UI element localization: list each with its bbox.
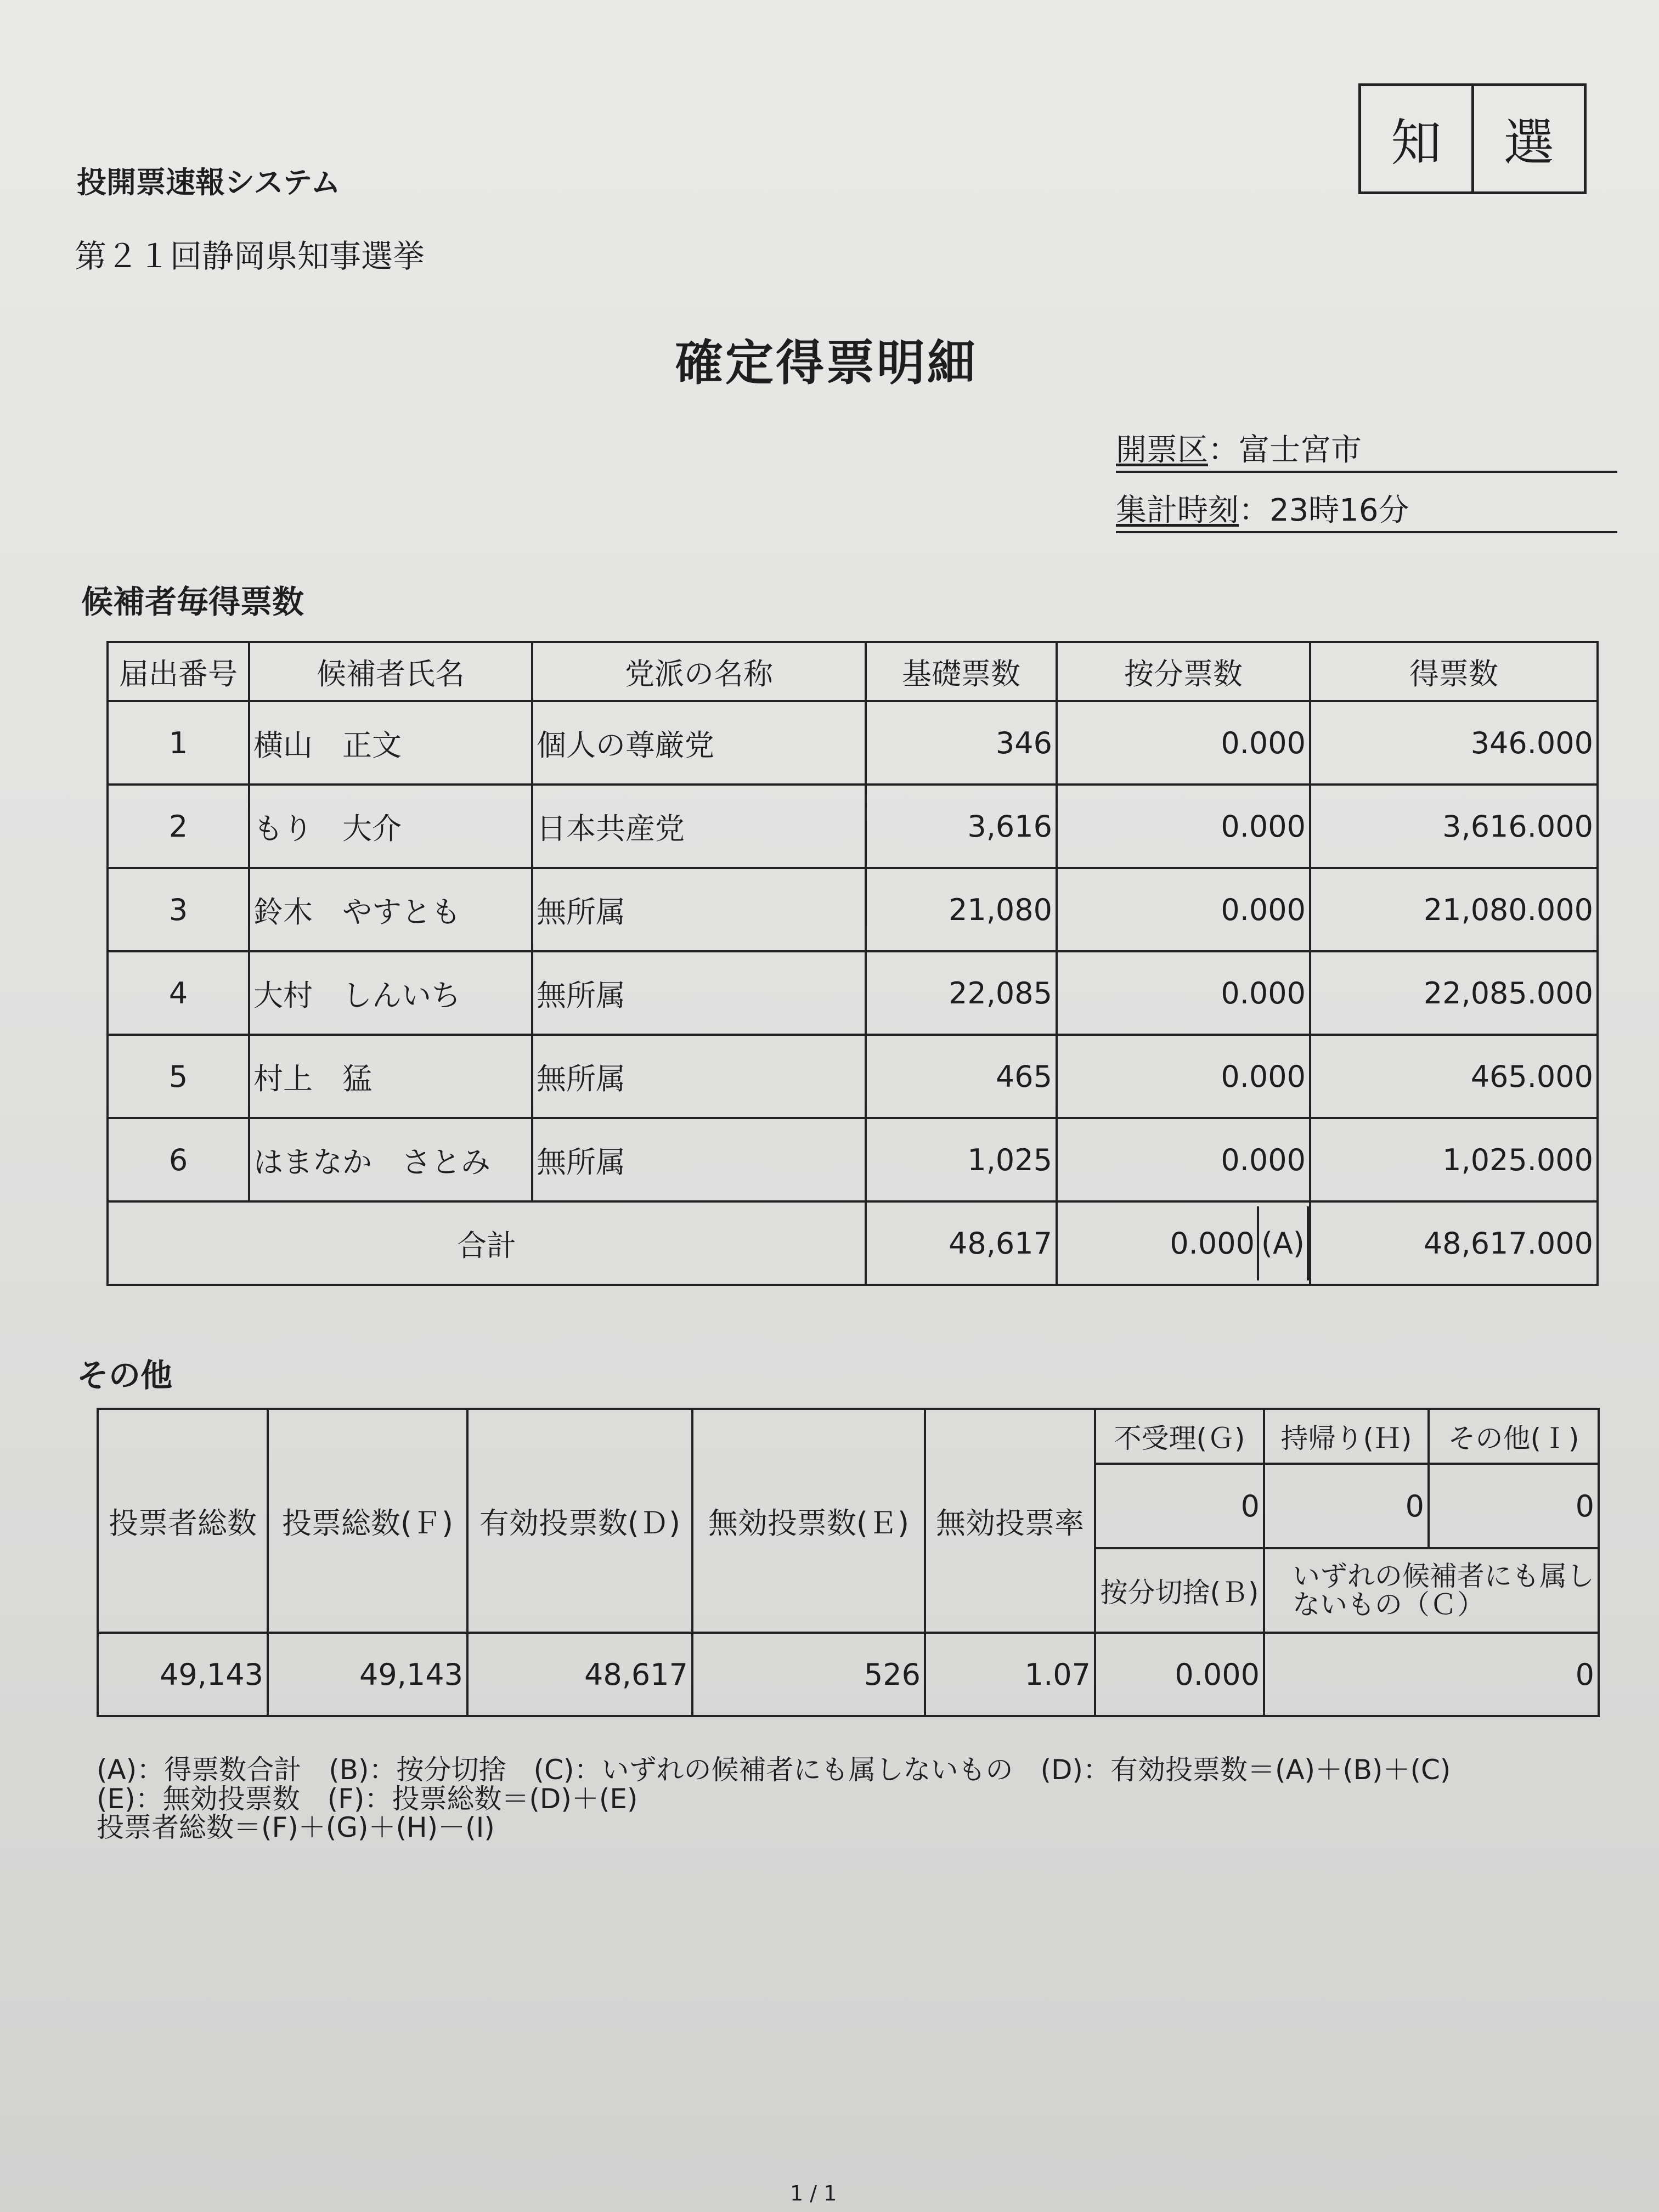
value-invalid-rate: 1.07 <box>925 1633 1095 1716</box>
value-invalid: 526 <box>692 1633 925 1716</box>
cell-votes: 22,085.000 <box>1310 951 1598 1035</box>
cell-prorated: 0.000 <box>1057 1035 1310 1118</box>
section-other-title: その他 <box>77 1357 173 1394</box>
total-label: 合計 <box>108 1201 866 1285</box>
note-line: (A)：得票数合計 (B)：按分切捨 (C)：いずれの候補者にも属しないもの (D)：有効投票数＝(A)＋(B)＋(C) <box>97 1754 1451 1786</box>
cell-votes: 3,616.000 <box>1310 785 1598 868</box>
other-table <box>97 1408 1600 1717</box>
header-other: その他(Ｉ) <box>1429 1409 1599 1464</box>
cell-name: 大村 しんいち <box>249 951 532 1035</box>
table-row <box>108 1035 1598 1118</box>
table-row <box>108 785 1598 868</box>
value-other: 0 <box>1429 1464 1599 1548</box>
table-row <box>108 951 1598 1035</box>
cell-prorated: 0.000 <box>1057 868 1310 951</box>
cell-party: 無所属 <box>532 1118 866 1201</box>
cell-votes: 465.000 <box>1310 1035 1598 1118</box>
cell-base: 22,085 <box>866 951 1057 1035</box>
value-voters-total: 49,143 <box>98 1633 268 1716</box>
cell-name: 村上 猛 <box>249 1035 532 1118</box>
cell-base: 465 <box>866 1035 1057 1118</box>
value-prorated-cut: 0.000 <box>1095 1633 1264 1716</box>
cell-party: 個人の尊厳党 <box>532 701 866 785</box>
header-party: 党派の名称 <box>532 642 866 701</box>
stamp-char-chi: 知 <box>1391 114 1442 172</box>
total-mark-a: (A) <box>1257 1206 1309 1280</box>
value-valid: 48,617 <box>467 1633 692 1716</box>
time-value: ：23時16分 <box>1239 493 1409 528</box>
cell-base: 3,616 <box>866 785 1057 868</box>
page-number: 1 / 1 <box>790 2181 837 2205</box>
cell-prorated: 0.000 <box>1057 1118 1310 1201</box>
total-prorated-value: 0.000 <box>1170 1226 1255 1261</box>
time-label: 集計時刻 <box>1116 493 1239 528</box>
district-value: ：富士宮市 <box>1208 432 1362 468</box>
cell-name: もり 大介 <box>249 785 532 868</box>
candidates-table <box>106 641 1599 1286</box>
district-line <box>1116 426 1617 473</box>
cell-votes: 21,080.000 <box>1310 868 1598 951</box>
total-row <box>108 1201 1598 1285</box>
cell-party: 日本共産党 <box>532 785 866 868</box>
header-base: 基礎票数 <box>866 642 1057 701</box>
cell-number: 1 <box>108 701 249 785</box>
cell-number: 6 <box>108 1118 249 1201</box>
cell-party: 無所属 <box>532 868 866 951</box>
cell-name: 鈴木 やすとも <box>249 868 532 951</box>
cell-prorated: 0.000 <box>1057 785 1310 868</box>
legend-notes <box>97 1756 1451 1842</box>
other-header-row-1 <box>98 1409 1599 1464</box>
cell-prorated: 0.000 <box>1057 701 1310 785</box>
district-label: 開票区 <box>1116 432 1208 468</box>
header-invalid: 無効投票数(Ｅ) <box>692 1409 925 1633</box>
header-prorated: 按分票数 <box>1057 642 1310 701</box>
header-name: 候補者氏名 <box>249 642 532 701</box>
header-votes-total: 投票総数(Ｆ) <box>268 1409 467 1633</box>
section-candidates-title: 候補者毎得票数 <box>81 583 304 620</box>
cell-number: 4 <box>108 951 249 1035</box>
cell-base: 1,025 <box>866 1118 1057 1201</box>
time-line <box>1116 486 1617 533</box>
table-row <box>108 868 1598 951</box>
table-header-row <box>108 642 1598 701</box>
cell-base: 346 <box>866 701 1057 785</box>
note-line: 投票者総数＝(F)＋(G)＋(H)－(I) <box>97 1812 495 1843</box>
value-taken-home: 0 <box>1264 1464 1429 1548</box>
stamp-char-sen: 選 <box>1471 86 1584 191</box>
value-none-candidate: 0 <box>1264 1633 1599 1716</box>
header-taken-home: 持帰り(Ｈ) <box>1264 1409 1429 1464</box>
total-votes: 48,617.000 <box>1310 1201 1598 1285</box>
stamp-box <box>1358 83 1587 194</box>
election-name: 第２１回静岡県知事選挙 <box>75 238 425 275</box>
cell-party: 無所属 <box>532 1035 866 1118</box>
header-unaccepted: 不受理(Ｇ) <box>1095 1409 1264 1464</box>
header-none-candidate: いずれの候補者にも属しないもの（Ｃ） <box>1264 1548 1599 1633</box>
cell-prorated: 0.000 <box>1057 951 1310 1035</box>
cell-number: 2 <box>108 785 249 868</box>
cell-votes: 346.000 <box>1310 701 1598 785</box>
cell-party: 無所属 <box>532 951 866 1035</box>
header-valid: 有効投票数(Ｄ) <box>467 1409 692 1633</box>
system-name: 投開票速報システム <box>77 165 341 200</box>
total-prorated <box>1057 1201 1310 1285</box>
page-title: 確定得票明細 <box>675 335 978 391</box>
note-line: (E)：無効投票数 (F)：投票総数＝(D)＋(E) <box>97 1782 638 1815</box>
cell-number: 5 <box>108 1035 249 1118</box>
total-base: 48,617 <box>866 1201 1057 1285</box>
table-row <box>108 1118 1598 1201</box>
cell-number: 3 <box>108 868 249 951</box>
header-voters-total: 投票者総数 <box>98 1409 268 1633</box>
value-unaccepted: 0 <box>1095 1464 1264 1548</box>
header-invalid-rate: 無効投票率 <box>925 1409 1095 1633</box>
table-row <box>108 701 1598 785</box>
cell-name: 横山 正文 <box>249 701 532 785</box>
cell-votes: 1,025.000 <box>1310 1118 1598 1201</box>
cell-name: はまなか さとみ <box>249 1118 532 1201</box>
header-votes: 得票数 <box>1310 642 1598 701</box>
header-prorated-cut: 按分切捨(Ｂ) <box>1095 1548 1264 1633</box>
cell-base: 21,080 <box>866 868 1057 951</box>
header-number: 届出番号 <box>108 642 249 701</box>
value-votes-total: 49,143 <box>268 1633 467 1716</box>
other-values-row-2 <box>98 1633 1599 1716</box>
